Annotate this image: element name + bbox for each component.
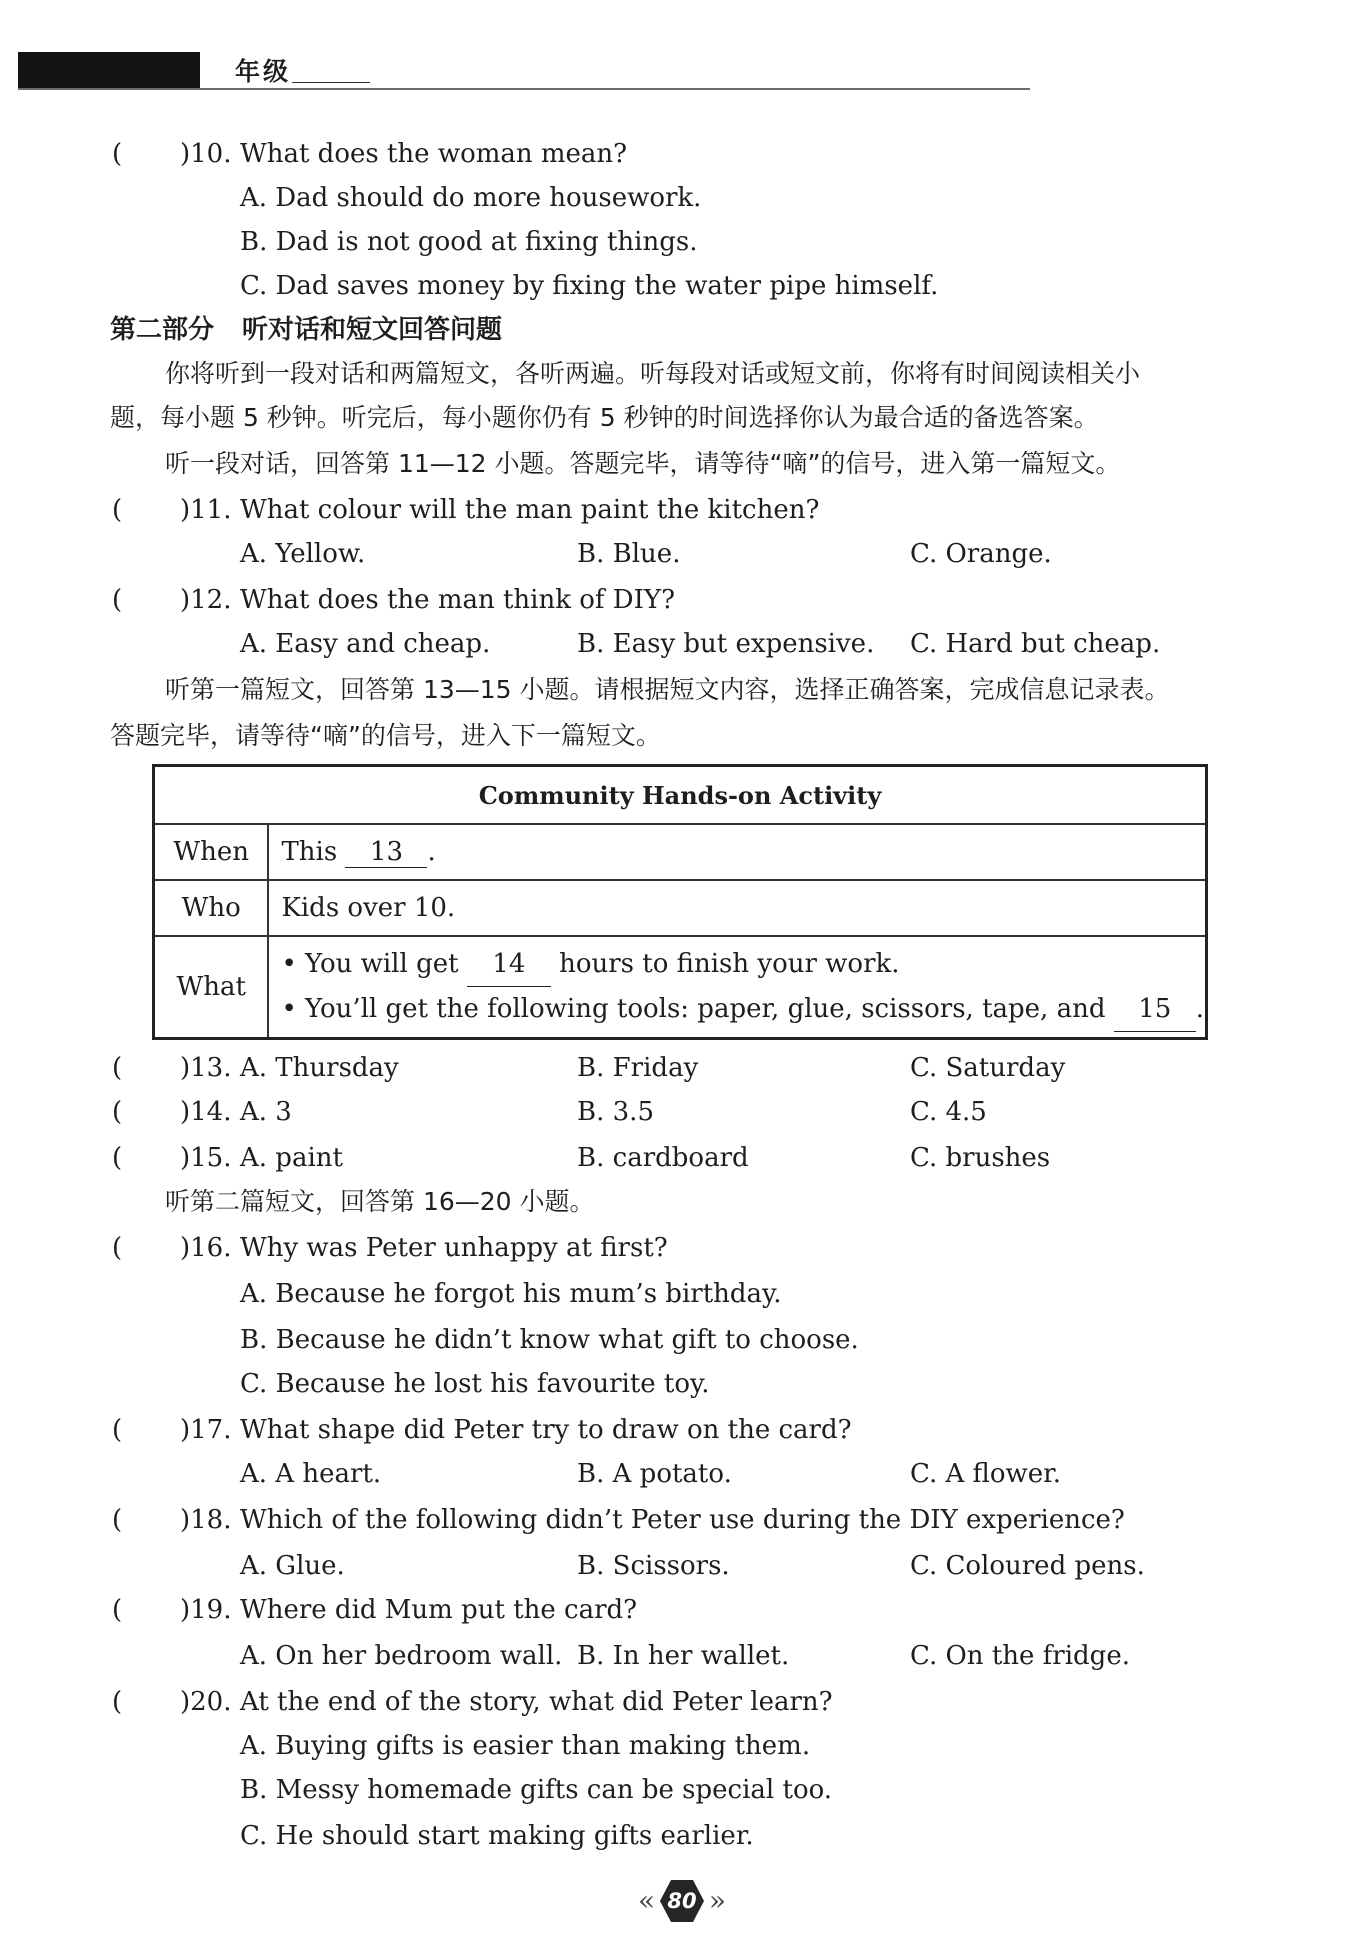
page-number: 80 (667, 1889, 697, 1913)
option-c: C. Coloured pens. (910, 1551, 1145, 1581)
option-text: C. Because he lost his favourite toy. (240, 1369, 710, 1399)
right-arrows-icon: » (708, 1884, 726, 1917)
when-label: When (154, 824, 269, 880)
q18-row (0, 1498, 1350, 1542)
blank-15[interactable]: 15 (1114, 987, 1196, 1032)
question-text: What shape did Peter try to draw on the card? (240, 1415, 852, 1445)
question-number: )20. (180, 1687, 232, 1717)
question-text: What colour will the man paint the kitchen? (240, 495, 820, 525)
q16-option-b (0, 1318, 1350, 1362)
question-number: )16. (180, 1233, 232, 1263)
when-prefix: This (281, 836, 338, 867)
question-number: )13. (180, 1053, 232, 1083)
question-text: Which of the following didn’t Peter use during the DIY experience? (240, 1505, 1125, 1535)
blank-14[interactable]: 14 (467, 942, 551, 987)
who-value: Kids over 10. (268, 880, 1206, 936)
part2-heading (110, 308, 502, 352)
what-line-1 (281, 942, 1204, 987)
option-b: B. Easy but expensive. (577, 629, 875, 659)
q20-row (0, 1680, 1350, 1724)
option-a: A. 3 (240, 1097, 292, 1127)
table-title: Community Hands-on Activity (154, 766, 1207, 825)
what-label: What (154, 936, 269, 1039)
when-value (268, 824, 1206, 880)
when-suffix: . (427, 836, 436, 867)
q16-option-a (0, 1272, 1350, 1316)
table-row-what (154, 936, 1207, 1039)
q20-option-a (0, 1724, 1350, 1768)
question-number: )14. (180, 1097, 232, 1127)
option-c: C. Orange. (910, 539, 1052, 569)
part2-title: 第二部分 (110, 315, 215, 345)
answer-paren[interactable]: ( (112, 1233, 123, 1263)
question-number: )19. (180, 1595, 232, 1625)
answer-paren[interactable]: ( (112, 1143, 123, 1173)
who-label: Who (154, 880, 269, 936)
option-text: C. Dad saves money by fixing the water pipe himself. (240, 271, 939, 301)
q19-options (0, 1634, 1350, 1678)
question-number: )11. (180, 495, 232, 525)
dialogue-instruction: 听一段对话，回答第 11—12 小题。答题完毕，请等待“嘀”的信号，进入第一篇短文。 (165, 449, 1121, 478)
option-text: B. Dad is not good at fixing things. (240, 227, 698, 257)
option-c: C. 4.5 (910, 1097, 987, 1127)
passage1-instr-line2: 答题完毕，请等待“嘀”的信号，进入下一篇短文。 (110, 721, 661, 750)
question-text: At the end of the story, what did Peter learn? (240, 1687, 833, 1717)
option-b: B. 3.5 (577, 1097, 654, 1127)
q17-row (0, 1408, 1350, 1452)
question-number: )10. (180, 139, 232, 169)
what-line-2 (281, 987, 1204, 1032)
what-line2-prefix: • You’ll get the following tools: paper, glue, scissors, tape, and (281, 994, 1106, 1024)
what-value (268, 936, 1206, 1039)
answer-paren[interactable]: ( (112, 1595, 123, 1625)
q12-row (0, 578, 1350, 622)
option-a: A. A heart. (240, 1459, 382, 1489)
option-b: B. Scissors. (577, 1551, 730, 1581)
option-c: C. On the fridge. (910, 1641, 1130, 1671)
what-line1-suffix: hours to finish your work. (559, 949, 900, 979)
answer-paren[interactable]: ( (112, 1053, 123, 1083)
option-b: B. Blue. (577, 539, 681, 569)
grade-blank (292, 82, 370, 83)
table-row-who (154, 880, 1207, 936)
answer-paren[interactable]: ( (112, 1505, 123, 1535)
option-text: C. He should start making gifts earlier. (240, 1821, 754, 1851)
part2-intro-line2: 题，每小题 5 秒钟。听完后，每小题你仍有 5 秒钟的时间选择你认为最合适的备选答案。 (110, 403, 1099, 432)
answer-paren[interactable]: ( (112, 585, 123, 615)
q12-options (0, 622, 1350, 666)
option-c: C. brushes (910, 1143, 1051, 1173)
question-number: )18. (180, 1505, 232, 1535)
q20-option-c (0, 1814, 1350, 1858)
option-c: C. Saturday (910, 1053, 1066, 1083)
q13-row (0, 1046, 1350, 1090)
question-text: What does the woman mean? (240, 139, 628, 169)
answer-paren[interactable]: ( (112, 139, 123, 169)
option-text: A. Buying gifts is easier than making them. (240, 1731, 811, 1761)
q16-option-c (0, 1362, 1350, 1406)
q11-row (0, 488, 1350, 532)
q11-options (0, 532, 1350, 576)
option-a: A. Easy and cheap. (240, 629, 491, 659)
option-text: B. Messy homemade gifts can be special too. (240, 1775, 833, 1805)
q20-option-b (0, 1768, 1350, 1812)
page-number-badge (638, 1878, 726, 1924)
option-b: B. cardboard (577, 1143, 749, 1173)
question-number: )12. (180, 585, 232, 615)
q10-option-c (0, 264, 1350, 308)
option-a: A. Thursday (240, 1053, 399, 1083)
answer-paren[interactable]: ( (112, 495, 123, 525)
option-b: B. A potato. (577, 1459, 732, 1489)
q10-option-b (0, 220, 1350, 264)
q10-row (0, 132, 1350, 176)
part2-subtitle: 听对话和短文回答问题 (242, 315, 503, 345)
option-a: A. Yellow. (240, 539, 366, 569)
question-text: Where did Mum put the card? (240, 1595, 638, 1625)
option-text: A. Dad should do more housework. (240, 183, 702, 213)
what-line2-suffix: . (1195, 994, 1204, 1024)
question-number: )17. (180, 1415, 232, 1445)
q16-row (0, 1226, 1350, 1270)
table-row-when (154, 824, 1207, 880)
option-a: A. Glue. (240, 1551, 345, 1581)
activity-table (152, 764, 1208, 1040)
option-b: B. In her wallet. (577, 1641, 790, 1671)
option-a: A. paint (240, 1143, 343, 1173)
q15-row (0, 1136, 1350, 1180)
blank-13[interactable]: 13 (345, 837, 427, 868)
question-number: )15. (180, 1143, 232, 1173)
option-b: B. Friday (577, 1053, 699, 1083)
answer-paren[interactable]: ( (112, 1415, 123, 1445)
question-text: What does the man think of DIY? (240, 585, 676, 615)
grade-label: 年级 (235, 57, 292, 86)
part2-intro-line1: 你将听到一段对话和两篇短文，各听两遍。听每段对话或短文前，你将有时间阅读相关小 (165, 359, 1141, 388)
header-rule (18, 88, 1030, 90)
q10-option-a (0, 176, 1350, 220)
passage1-instr-line1: 听第一篇短文，回答第 13—15 小题。请根据短文内容，选择正确答案，完成信息记录表。 (165, 675, 1170, 704)
q14-row (0, 1090, 1350, 1134)
q17-options (0, 1452, 1350, 1496)
question-text: Why was Peter unhappy at first? (240, 1233, 668, 1263)
q18-options (0, 1544, 1350, 1588)
answer-paren[interactable]: ( (112, 1097, 123, 1127)
option-c: C. Hard but cheap. (910, 629, 1161, 659)
option-c: C. A flower. (910, 1459, 1062, 1489)
left-arrows-icon: « (638, 1884, 656, 1917)
option-a: A. On her bedroom wall. (240, 1641, 563, 1671)
q19-row (0, 1588, 1350, 1632)
what-line1-prefix: • You will get (281, 949, 459, 979)
passage2-instruction: 听第二篇短文，回答第 16—20 小题。 (165, 1187, 595, 1216)
option-text: B. Because he didn’t know what gift to choose. (240, 1325, 859, 1355)
header-black-bar (18, 52, 200, 90)
option-text: A. Because he forgot his mum’s birthday. (240, 1279, 782, 1309)
answer-paren[interactable]: ( (112, 1687, 123, 1717)
